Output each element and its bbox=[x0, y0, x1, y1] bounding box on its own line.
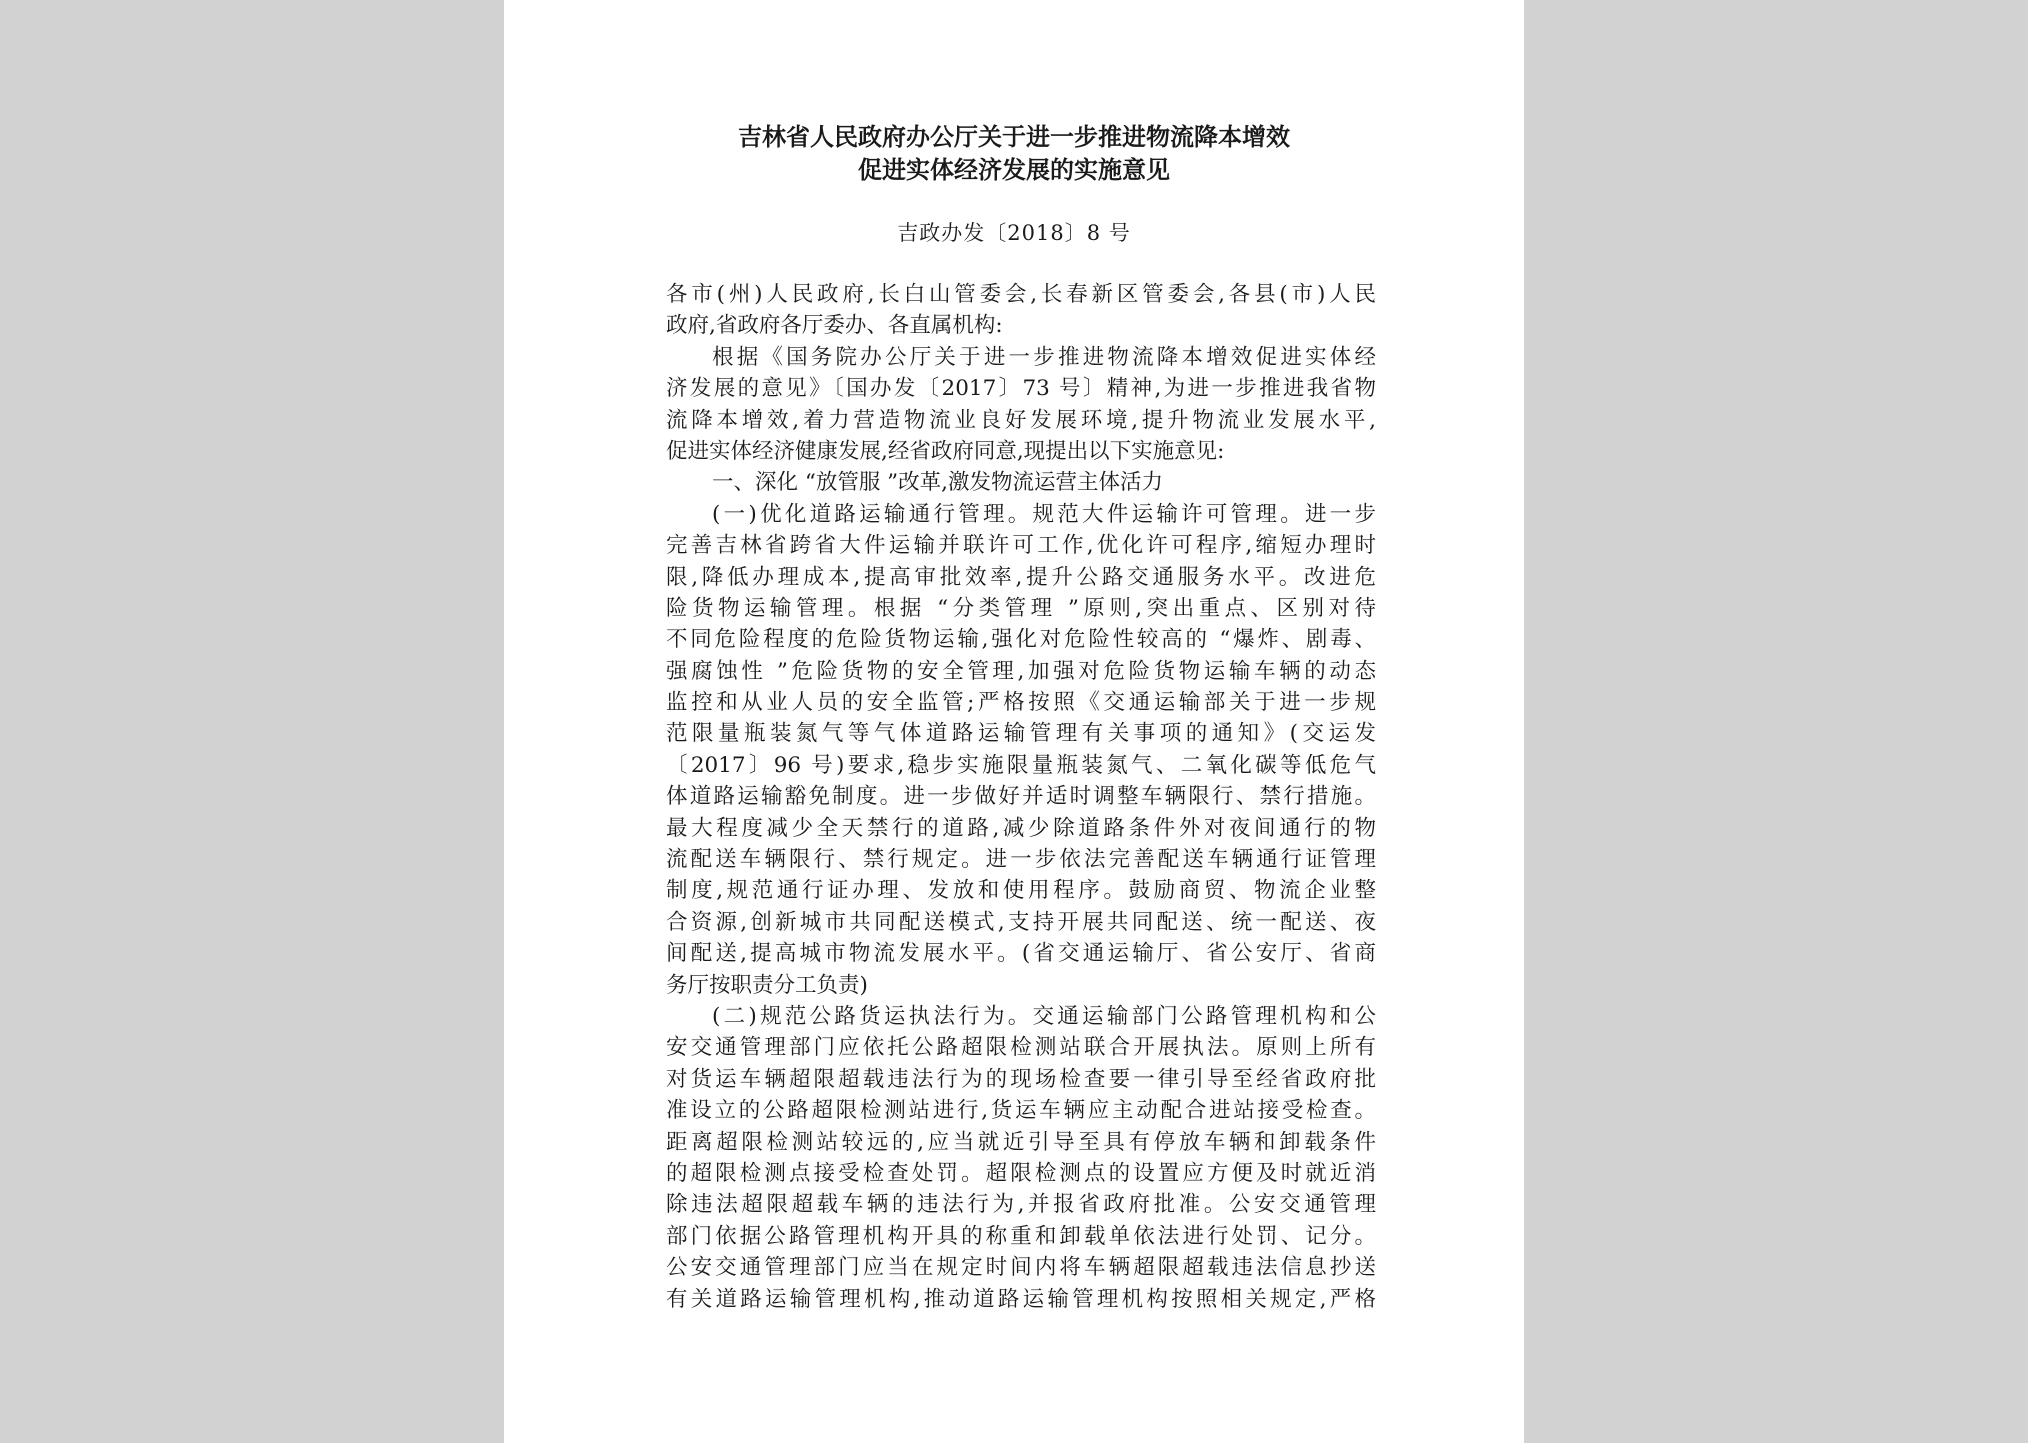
document-title bbox=[504, 120, 1524, 186]
body-line: 部门依据公路管理机构开具的称重和卸载单依法进行处罚、记分。 bbox=[666, 1223, 1376, 1249]
body-line: 政府,省政府各厅委办、各直属机构: bbox=[666, 313, 1003, 339]
body-line: (一)优化道路运输通行管理。规范大件运输许可管理。进一步 bbox=[712, 501, 1376, 527]
body-line: 促进实体经济健康发展,经省政府同意,现提出以下实施意见: bbox=[666, 438, 1225, 464]
body-line: 最大程度减少全天禁行的道路,减少除道路条件外对夜间通行的物 bbox=[666, 815, 1376, 841]
body-line: 流配送车辆限行、禁行规定。进一步依法完善配送车辆通行证管理 bbox=[666, 847, 1376, 873]
body-line: 完善吉林省跨省大件运输并联许可工作,优化许可程序,缩短办理时 bbox=[666, 533, 1376, 559]
body-line: 流降本增效,着力营造物流业良好发展环境,提升物流业发展水平, bbox=[666, 407, 1376, 433]
document-page bbox=[504, 0, 1524, 1443]
body-line: 对货运车辆超限超载违法行为的现场检查要一律引导至经省政府批 bbox=[666, 1066, 1376, 1092]
body-line: 准设立的公路超限检测站进行,货运车辆应主动配合进站接受检查。 bbox=[666, 1098, 1376, 1124]
body-line: 险货物运输管理。根据 “分类管理 ”原则,突出重点、区别对待 bbox=[666, 595, 1376, 621]
body-line: 距离超限检测站较远的,应当就近引导至具有停放车辆和卸载条件 bbox=[666, 1129, 1376, 1155]
title-line-1: 吉林省人民政府办公厅关于进一步推进物流降本增效 bbox=[738, 122, 1290, 151]
document-number: 吉政办发〔2018〕8 号 bbox=[897, 221, 1131, 245]
body-line: 合资源,创新城市共同配送模式,支持开展共同配送、统一配送、夜 bbox=[666, 909, 1376, 935]
body-line: 〔2017〕96 号)要求,稳步实施限量瓶装氮气、二氧化碳等低危气 bbox=[666, 752, 1376, 778]
body-line: 安交通管理部门应依托公路超限检测站联合开展执法。原则上所有 bbox=[666, 1035, 1376, 1061]
body-line: 务厅按职责分工负责) bbox=[666, 972, 868, 998]
body-line: 限,降低办理成本,提高审批效率,提升公路交通服务水平。改进危 bbox=[666, 564, 1376, 590]
body-line: 范限量瓶装氮气等气体道路运输管理有关事项的通知》(交运发 bbox=[666, 721, 1376, 747]
body-line: 体道路运输豁免制度。进一步做好并适时调整车辆限行、禁行措施。 bbox=[666, 784, 1376, 810]
body-line: 一、深化 “放管服 ”改革,激发物流运营主体活力 bbox=[712, 470, 1163, 496]
body-line: 公安交通管理部门应当在规定时间内将车辆超限超载违法信息抄送 bbox=[666, 1255, 1376, 1281]
title-line-2: 促进实体经济发展的实施意见 bbox=[858, 155, 1170, 184]
body-line: 的超限检测点接受检查处罚。超限检测点的设置应方便及时就近消 bbox=[666, 1160, 1376, 1186]
body-line: 监控和从业人员的安全监管;严格按照《交通运输部关于进一步规 bbox=[666, 690, 1376, 716]
body-line: 各市(州)人民政府,长白山管委会,长春新区管委会,各县(市)人民 bbox=[666, 282, 1376, 307]
body-line: 强腐蚀性 ”危险货物的安全管理,加强对危险货物运输车辆的动态 bbox=[666, 658, 1376, 684]
body-line: 济发展的意见》〔国办发〔2017〕73 号〕精神,为进一步推进我省物 bbox=[666, 376, 1376, 402]
body-line: 间配送,提高城市物流发展水平。(省交通运输厅、省公安厅、省商 bbox=[666, 941, 1376, 967]
body-line: 除违法超限超载车辆的违法行为,并报省政府批准。公安交通管理 bbox=[666, 1192, 1376, 1218]
body-line: (二)规范公路货运执法行为。交通运输部门公路管理机构和公 bbox=[712, 1003, 1376, 1029]
body-line: 根据《国务院办公厅关于进一步推进物流降本增效促进实体经 bbox=[712, 344, 1376, 370]
body-line: 制度,规范通行证办理、发放和使用程序。鼓励商贸、物流企业整 bbox=[666, 878, 1376, 904]
body-line: 有关道路运输管理机构,推动道路运输管理机构按照相关规定,严格 bbox=[666, 1286, 1376, 1312]
body-line: 不同危险程度的危险货物运输,强化对危险性较高的 “爆炸、剧毒、 bbox=[666, 627, 1376, 653]
document-body bbox=[666, 279, 1376, 1315]
